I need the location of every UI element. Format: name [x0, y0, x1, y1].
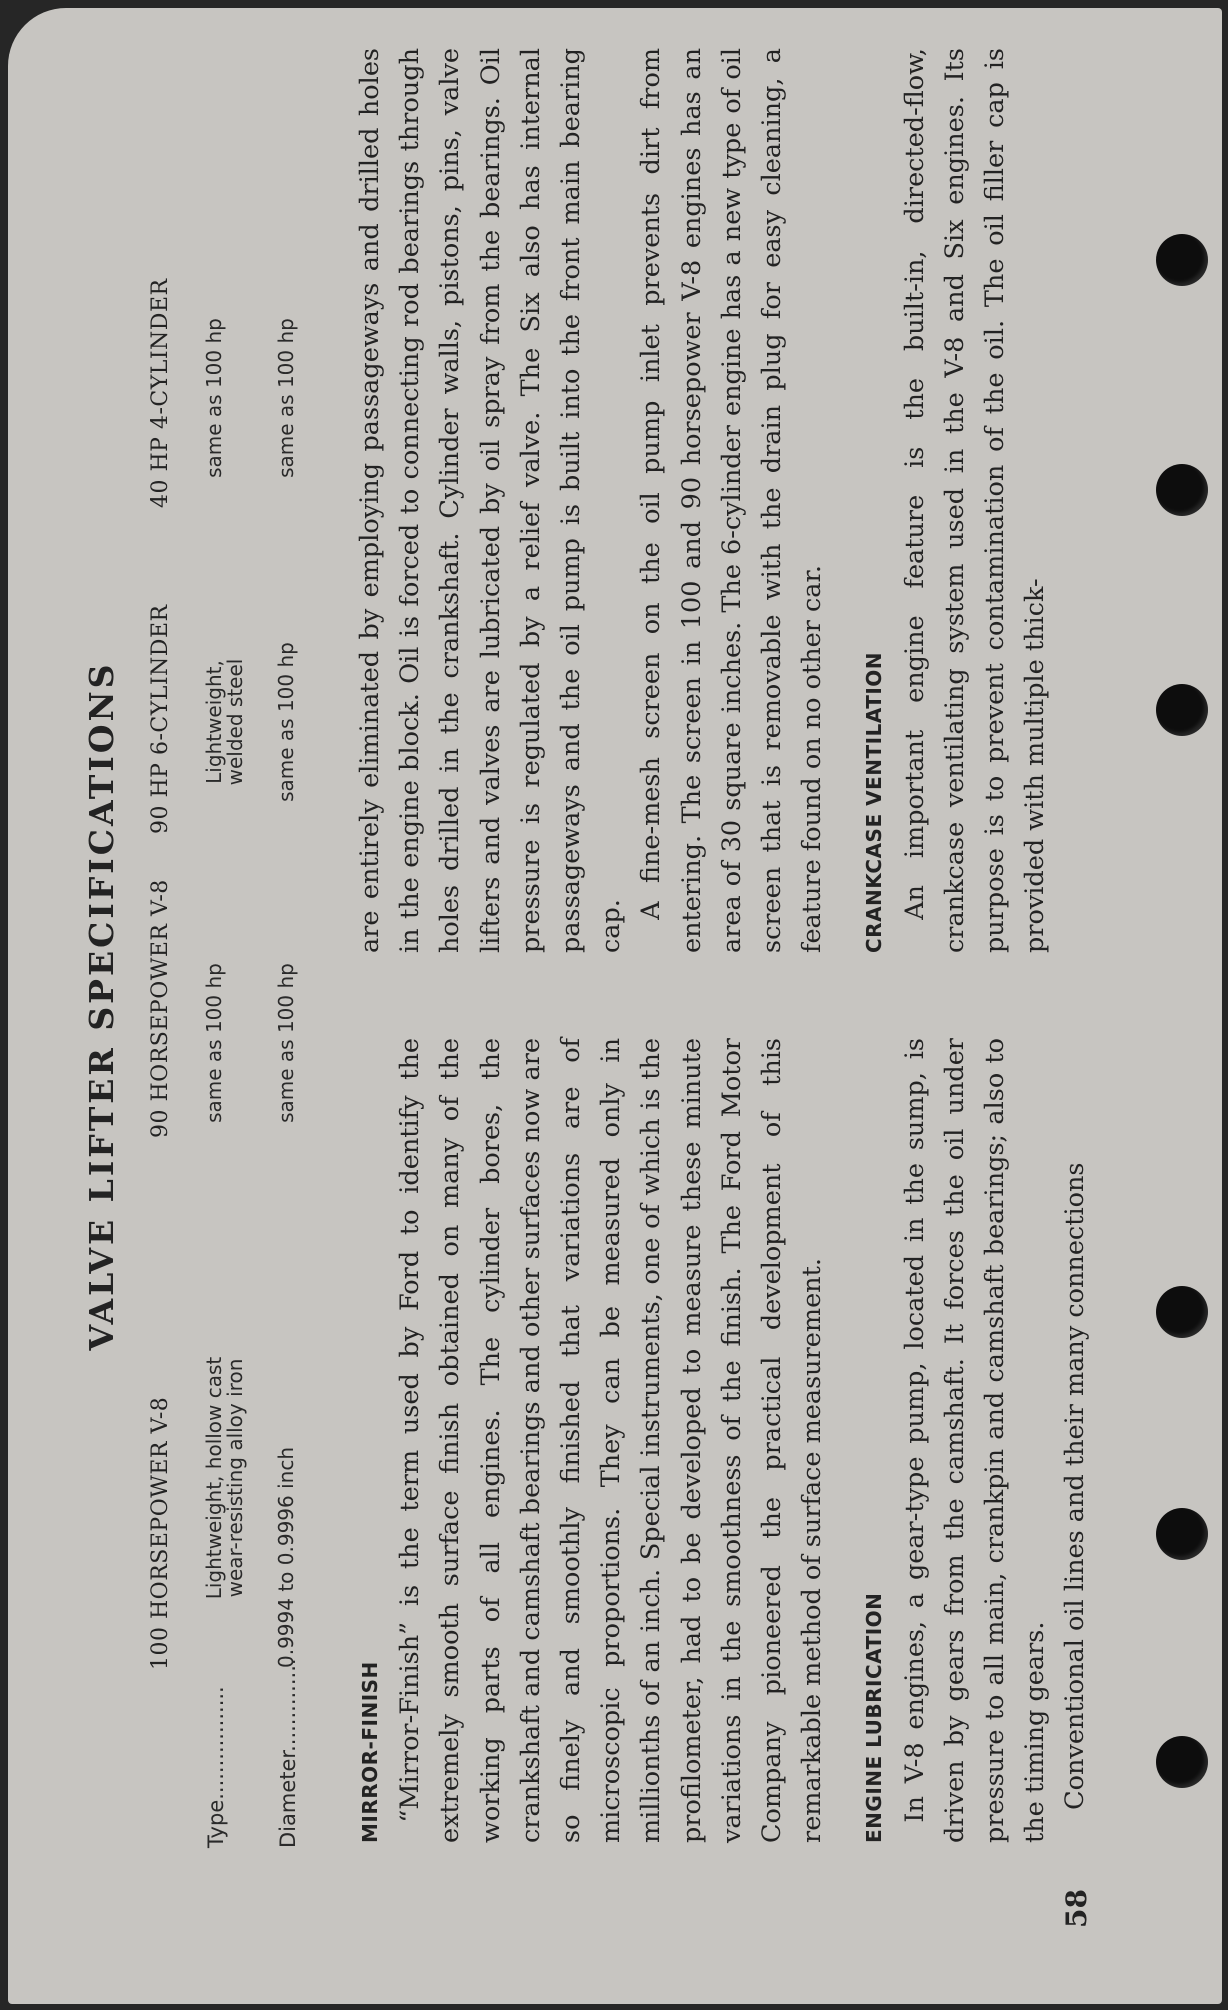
crankcase-ventilation-para-1: An important engine feature is the built-in, directed-flow, crankcase ventilating system used in the V-8 and Six engines. Its purpose is to prevent contamination of the oil. The oil filler cap is provided with multiple thick- [899, 48, 1051, 953]
diameter-100hp-v8: 0.9994 to 0.9996 inch [274, 1446, 298, 1668]
column-header-90hp-v8: 90 HORSEPOWER V-8 [148, 879, 173, 1138]
engine-lubrication-para-2a: Conventional oil lines and their many connections [1060, 1162, 1091, 1810]
section-heading-engine-lubrication: ENGINE LUBRICATION [862, 1592, 887, 1843]
left-text-column [350, 1038, 1170, 1843]
type-40hp-4cyl: same as 100 hp [202, 318, 226, 478]
diameter-90hp-6cyl: same as 100 hp [274, 642, 298, 802]
column-header-40hp-4cyl: 40 HP 4-CYLINDER [148, 278, 173, 508]
type-100hp-v8: Lightweight, hollow cast wear-resisting alloy iron [202, 1356, 247, 1600]
section-heading-mirror-finish: MIRROR-FINISH [358, 1661, 382, 1843]
section-heading-crankcase-ventilation: CRANKCASE VENTILATION [862, 651, 887, 953]
column-header-90hp-6cyl: 90 HP 6-CYLINDER [148, 604, 173, 834]
type-90hp-6cyl: Lightweight, welded steel [202, 658, 247, 786]
page-title: VALVE LIFTER SPECIFICATIONS [82, 661, 121, 1351]
engine-lubrication-para-2b: are entirely eliminated by employing passageways and drilled holes in the engine block. Oil is forced to connecting rod bearings through holes drilled in the crankshaft. Cylinder walls, pistons, pins, valve lifters and valves are lubricated by oil spray from the bearings. Oil pressure is regulated by a relief valve. The Six also has internal passageways and the oil pump is built into the front main bearing cap. [355, 48, 627, 953]
document-page [8, 8, 1222, 2004]
rotated-content [36, 14, 1176, 1998]
diameter-90hp-v8: same as 100 hp [274, 963, 298, 1123]
row-label-type: Type................. [204, 1686, 228, 1848]
type-90hp-v8: same as 100 hp [202, 963, 226, 1123]
mirror-finish-text: “Mirror-Finish” is the term used by Ford to identify the extremely smooth surface finish obtained on many of the working parts of all engines. The cylinder bores, the crankshaft and camshaft bearings and other surfaces now are so finely and smoothly finished that variations are of microscopic proportions. They can be measured only in millionths of an inch. Special instruments, one of which is the profilometer, had to be developed to measure these minute variations in the smoothness of the finish. The Ford Motor Company pioneered the practical development of this remarkable method of surface measurement. [395, 1038, 828, 1843]
diameter-40hp-4cyl: same as 100 hp [274, 318, 298, 478]
row-label-diameter: Diameter.............. [276, 1658, 300, 1848]
page-number: 58 [1060, 1889, 1093, 1928]
right-text-column [350, 48, 1170, 953]
engine-lubrication-para-1: In V-8 engines, a gear-type pump, located in the sump, is driven by gears from the camshaft. It forces the oil under pressure to all main, crankpin and camshaft bearings; also to the timing gears. [899, 1038, 1051, 1843]
column-header-100hp-v8: 100 HORSEPOWER V-8 [148, 1396, 173, 1670]
engine-lubrication-para-3: A fine-mesh screen on the oil pump inlet prevents dirt from entering. The screen in 100 and 90 horsepower V-8 engines has an area of 30 square inches. The 6-cylinder engine has a new type of oil screen that is removable with the drain plug for easy cleaning, a feature found on no other car. [636, 48, 828, 953]
